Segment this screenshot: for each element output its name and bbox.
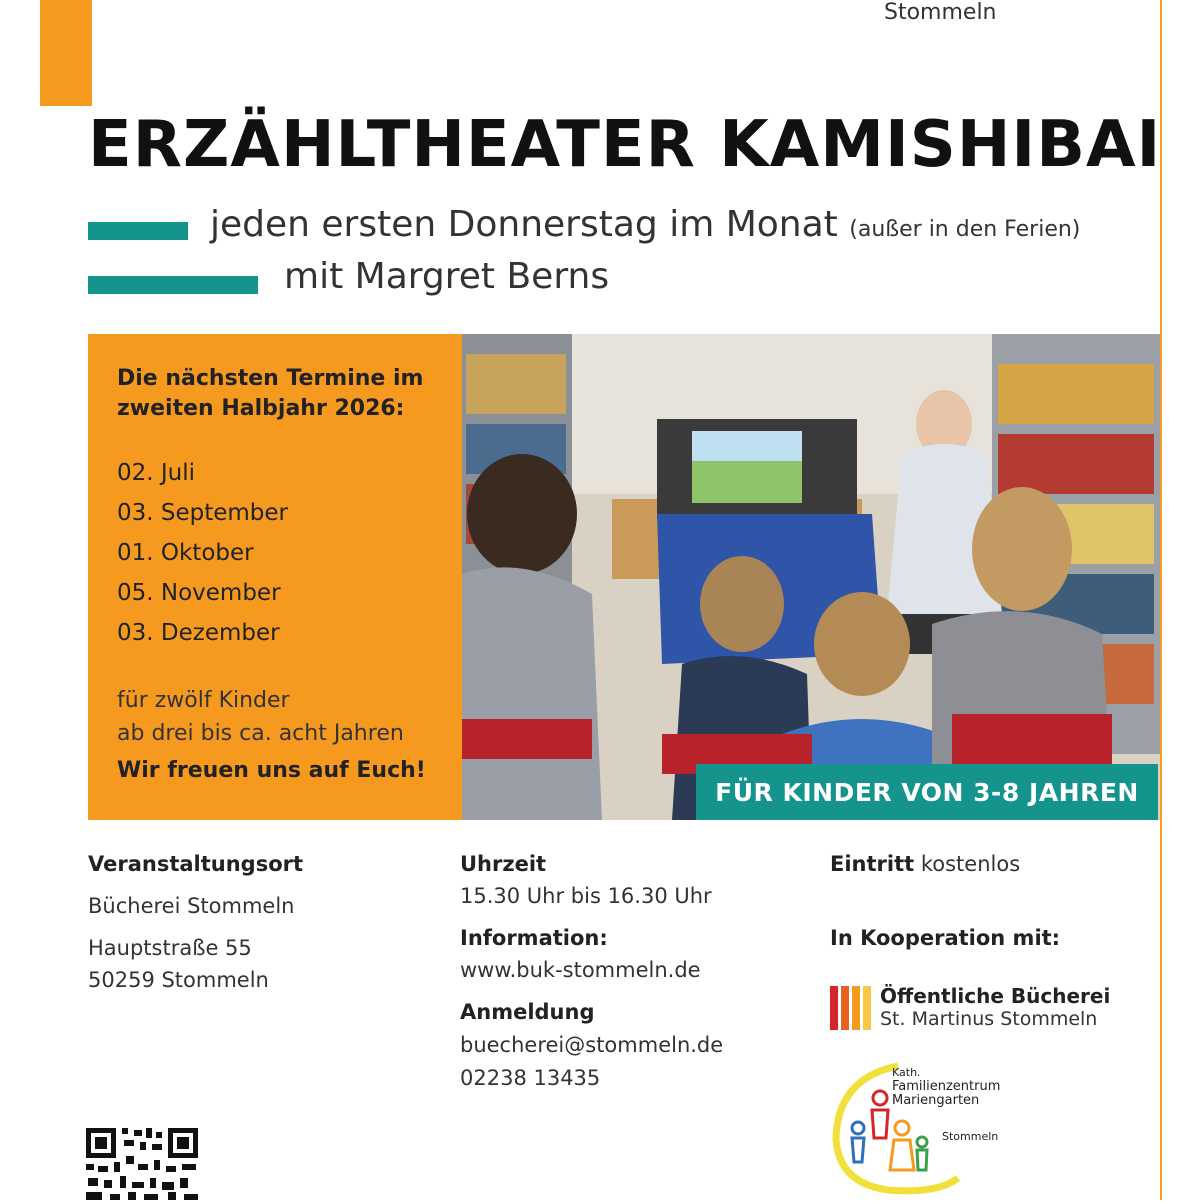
family-center-logo: [828, 1058, 1028, 1198]
logo-stripe-orange: [841, 986, 849, 1030]
venue-city: 50259 Stommeln: [88, 968, 269, 992]
registration-phone: 02238 13435: [460, 1066, 601, 1090]
entry-value: kostenlos: [920, 852, 1021, 876]
entry-info: [830, 852, 1020, 876]
event-photo-illustration: [462, 334, 1160, 820]
fz-line1: Kath.: [892, 1066, 921, 1079]
logo-stripe-red: [830, 986, 838, 1030]
teal-accent-line-2: [88, 276, 258, 294]
fz-line3: Mariengarten: [892, 1093, 980, 1108]
date-item: 01. Oktober: [117, 540, 254, 566]
subtitle-schedule-text: jeden ersten Donnerstag im Monat: [210, 204, 838, 245]
family-center-logo-text: [892, 1066, 1000, 1108]
information-url[interactable]: www.buk-stommeln.de: [460, 958, 701, 982]
time-value: 15.30 Uhr bis 16.30 Uhr: [460, 884, 712, 908]
logo-stripe-yellow: [863, 986, 871, 1030]
date-item: 02. Juli: [117, 460, 196, 486]
information-label: Information:: [460, 926, 608, 950]
venue-street: Hauptstraße 55: [88, 936, 252, 960]
event-photo: [462, 334, 1160, 820]
audience-note-line1: für zwölf Kinder: [117, 688, 290, 713]
qr-code-icon: [84, 1126, 200, 1200]
dates-heading: Die nächsten Termine im zweiten Halbjahr 2026:: [117, 366, 424, 421]
library-logo-line1: Öffentliche Bücherei: [880, 984, 1111, 1008]
cooperation-label: In Kooperation mit:: [830, 926, 1061, 950]
logo-stripe-amber: [852, 986, 860, 1030]
date-item: 05. November: [117, 580, 281, 606]
fz-line2: Familienzentrum: [892, 1079, 1001, 1094]
registration-email[interactable]: buecherei@stommeln.de: [460, 1033, 724, 1057]
venue-name: Bücherei Stommeln: [88, 894, 295, 918]
audience-note: [117, 684, 457, 750]
audience-note-line2: ab drei bis ca. acht Jahren: [117, 721, 404, 746]
date-item: 03. Dezember: [117, 620, 280, 646]
page-title: ERZÄHLTHEATER KAMISHIBAI: [88, 108, 1162, 182]
library-logo-line2: St. Martinus Stommeln: [880, 1008, 1098, 1030]
subtitle-schedule-note: (außer in den Ferien): [849, 217, 1081, 242]
time-label: Uhrzeit: [460, 852, 547, 876]
brand-top: Stommeln: [884, 0, 997, 25]
welcome-text: Wir freuen uns auf Euch!: [117, 758, 426, 783]
teal-accent-line-1: [88, 222, 188, 240]
subtitle-host: mit Margret Berns: [284, 256, 610, 297]
venue-label: Veranstaltungsort: [88, 852, 304, 876]
date-item: 03. September: [117, 500, 289, 526]
registration-label: Anmeldung: [460, 1000, 595, 1024]
fz-line4: Stommeln: [942, 1130, 999, 1143]
library-logo: [830, 984, 1130, 1034]
qr-code[interactable]: [84, 1126, 200, 1200]
age-banner: FÜR KINDER VON 3-8 JAHREN: [696, 764, 1158, 820]
subtitle-schedule: [210, 204, 1080, 245]
orange-corner-bar: [40, 0, 92, 106]
entry-label: Eintritt: [830, 852, 915, 876]
